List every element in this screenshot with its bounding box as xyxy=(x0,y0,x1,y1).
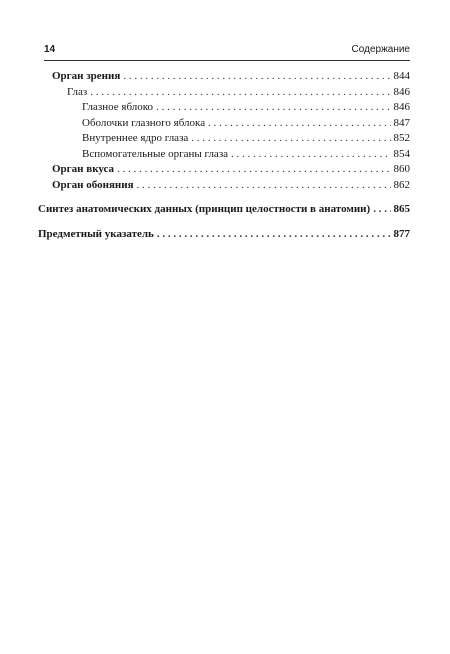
header-rule xyxy=(44,60,410,61)
toc-entry-page: 860 xyxy=(393,163,410,175)
toc-entry-title: Синтез анатомических данных (принцип целостности в анатомии) xyxy=(38,203,371,215)
toc-entry-page: 862 xyxy=(393,178,410,191)
page-header xyxy=(44,44,410,58)
toc-entry-title: Орган обоняния xyxy=(52,178,134,191)
leader-dots xyxy=(191,131,390,145)
spacer xyxy=(52,218,410,227)
toc-entry-page: 865 xyxy=(393,203,410,215)
leader-dots xyxy=(117,162,390,176)
toc-entry-page: 844 xyxy=(393,70,410,82)
leader-dots xyxy=(123,69,390,83)
running-title: Содержание xyxy=(351,44,410,55)
leader-dots xyxy=(137,178,391,192)
toc-entry-page: 854 xyxy=(393,147,410,160)
toc-entry xyxy=(52,85,410,101)
toc-entry-page: 846 xyxy=(393,101,410,113)
toc-entry xyxy=(52,100,410,116)
toc-entry-page: 877 xyxy=(393,227,410,240)
toc-entry-page: 846 xyxy=(393,85,410,98)
toc-entry xyxy=(52,178,410,194)
toc-entry xyxy=(52,131,410,147)
toc-entry-title: Глаз xyxy=(67,85,88,98)
leader-dots xyxy=(90,85,390,99)
toc-entry-title: Орган зрения xyxy=(52,70,121,82)
toc-entry-title: Внутреннее ядро глаза xyxy=(82,132,189,144)
leader-dots xyxy=(157,227,391,241)
toc-entry xyxy=(52,162,410,178)
toc-entry xyxy=(38,227,410,243)
toc-entry-page: 852 xyxy=(393,132,410,144)
toc-entry xyxy=(52,147,410,163)
toc-entry-title: Орган вкуса xyxy=(52,163,115,175)
leader-dots xyxy=(373,202,390,216)
toc-entry-title: Вспомогательные органы глаза xyxy=(82,147,229,160)
toc-entry xyxy=(52,69,410,85)
toc-entry xyxy=(52,116,410,132)
leader-dots xyxy=(208,116,390,130)
toc-entry xyxy=(38,202,410,218)
leader-dots xyxy=(156,100,390,114)
table-of-contents xyxy=(38,69,410,242)
leader-dots xyxy=(231,147,390,161)
toc-entry-title: Оболочки глазного яблока xyxy=(82,116,206,129)
spacer xyxy=(52,193,410,202)
toc-entry-page: 847 xyxy=(393,116,410,129)
page-number: 14 xyxy=(44,44,56,55)
toc-entry-title: Предметный указатель xyxy=(38,227,154,240)
toc-entry-title: Глазное яблоко xyxy=(82,101,154,113)
